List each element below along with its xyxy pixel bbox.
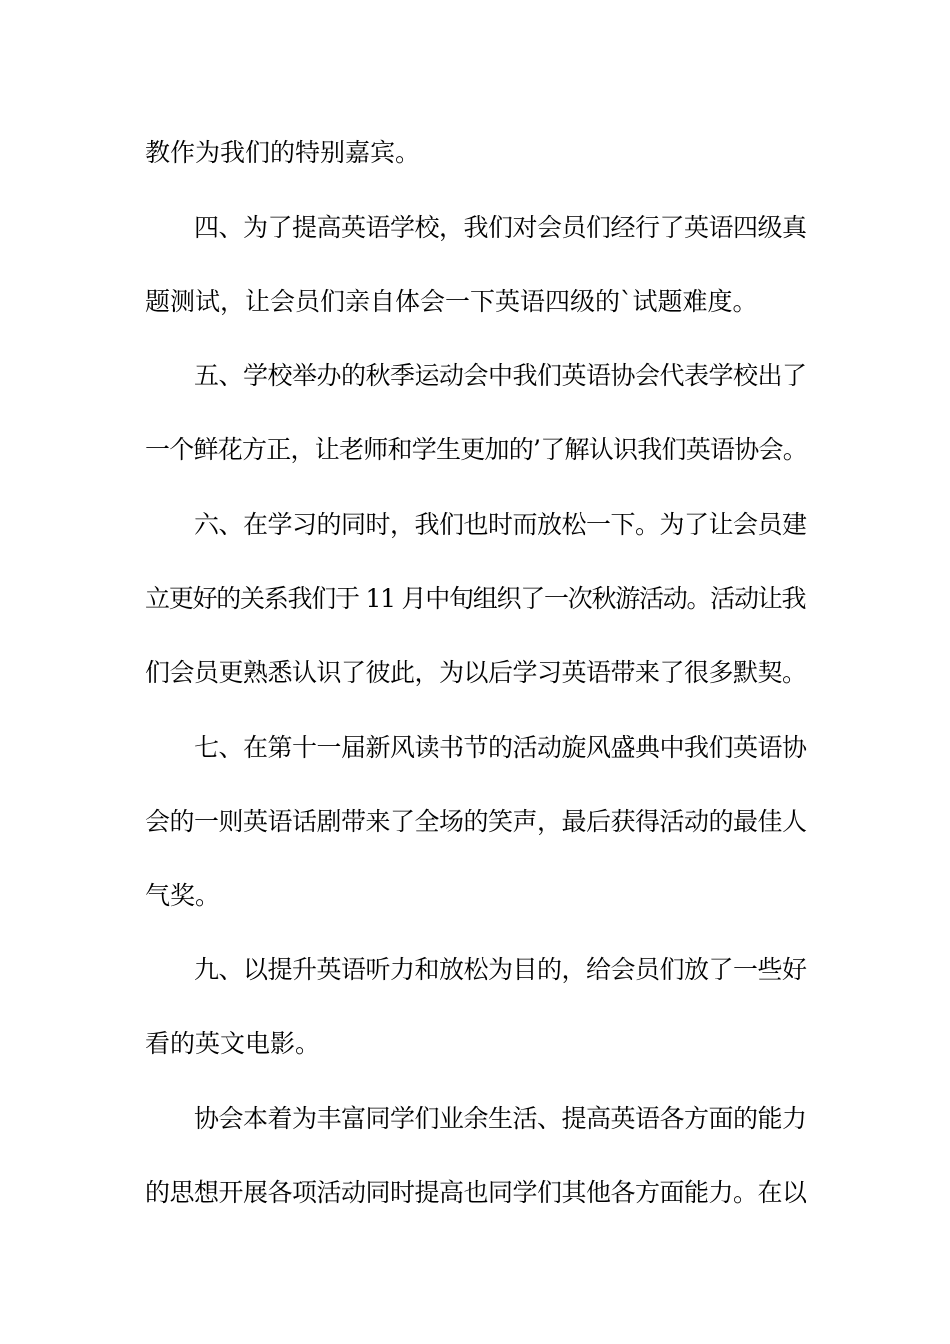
paragraph-start-line: 五、学校举办的秋季运动会中我们英语协会代表学校出了 xyxy=(194,361,807,390)
text-line: 气奖。 xyxy=(145,881,221,910)
text-line: 们会员更熟悉认识了彼此，为以后学习英语带来了很多默契。 xyxy=(145,658,807,687)
text-line: 的思想开展各项活动同时提高也同学们其他各方面能力。在以 xyxy=(145,1178,807,1207)
paragraph-start-line: 七、在第十一届新风读书节的活动旋风盛典中我们英语协 xyxy=(194,733,807,762)
paragraph-start-line: 九、以提升英语听力和放松为目的，给会员们放了一些好 xyxy=(194,955,807,984)
text-line: 教作为我们的特别嘉宾。 xyxy=(145,138,421,167)
text-line: 看的英文电影。 xyxy=(145,1029,321,1058)
paragraph-start-line: 四、为了提高英语学校，我们对会员们经行了英语四级真 xyxy=(194,213,807,242)
paragraph-start-line: 六、在学习的同时，我们也时而放松一下。为了让会员建 xyxy=(194,510,807,539)
text-line: 一个鲜花方正，让老师和学生更加的’了解认识我们英语协会。 xyxy=(145,435,807,464)
text-line: 立更好的关系我们于 11 月中旬组织了一次秋游活动。活动让我 xyxy=(145,584,806,613)
text-line: 题测试，让会员们亲自体会一下英语四级的`试题难度。 xyxy=(145,287,758,316)
text-line: 会的一则英语话剧带来了全场的笑声，最后获得活动的最佳人 xyxy=(145,807,807,836)
paragraph-start-line: 协会本着为丰富同学们业余生活、提高英语各方面的能力 xyxy=(194,1104,807,1133)
